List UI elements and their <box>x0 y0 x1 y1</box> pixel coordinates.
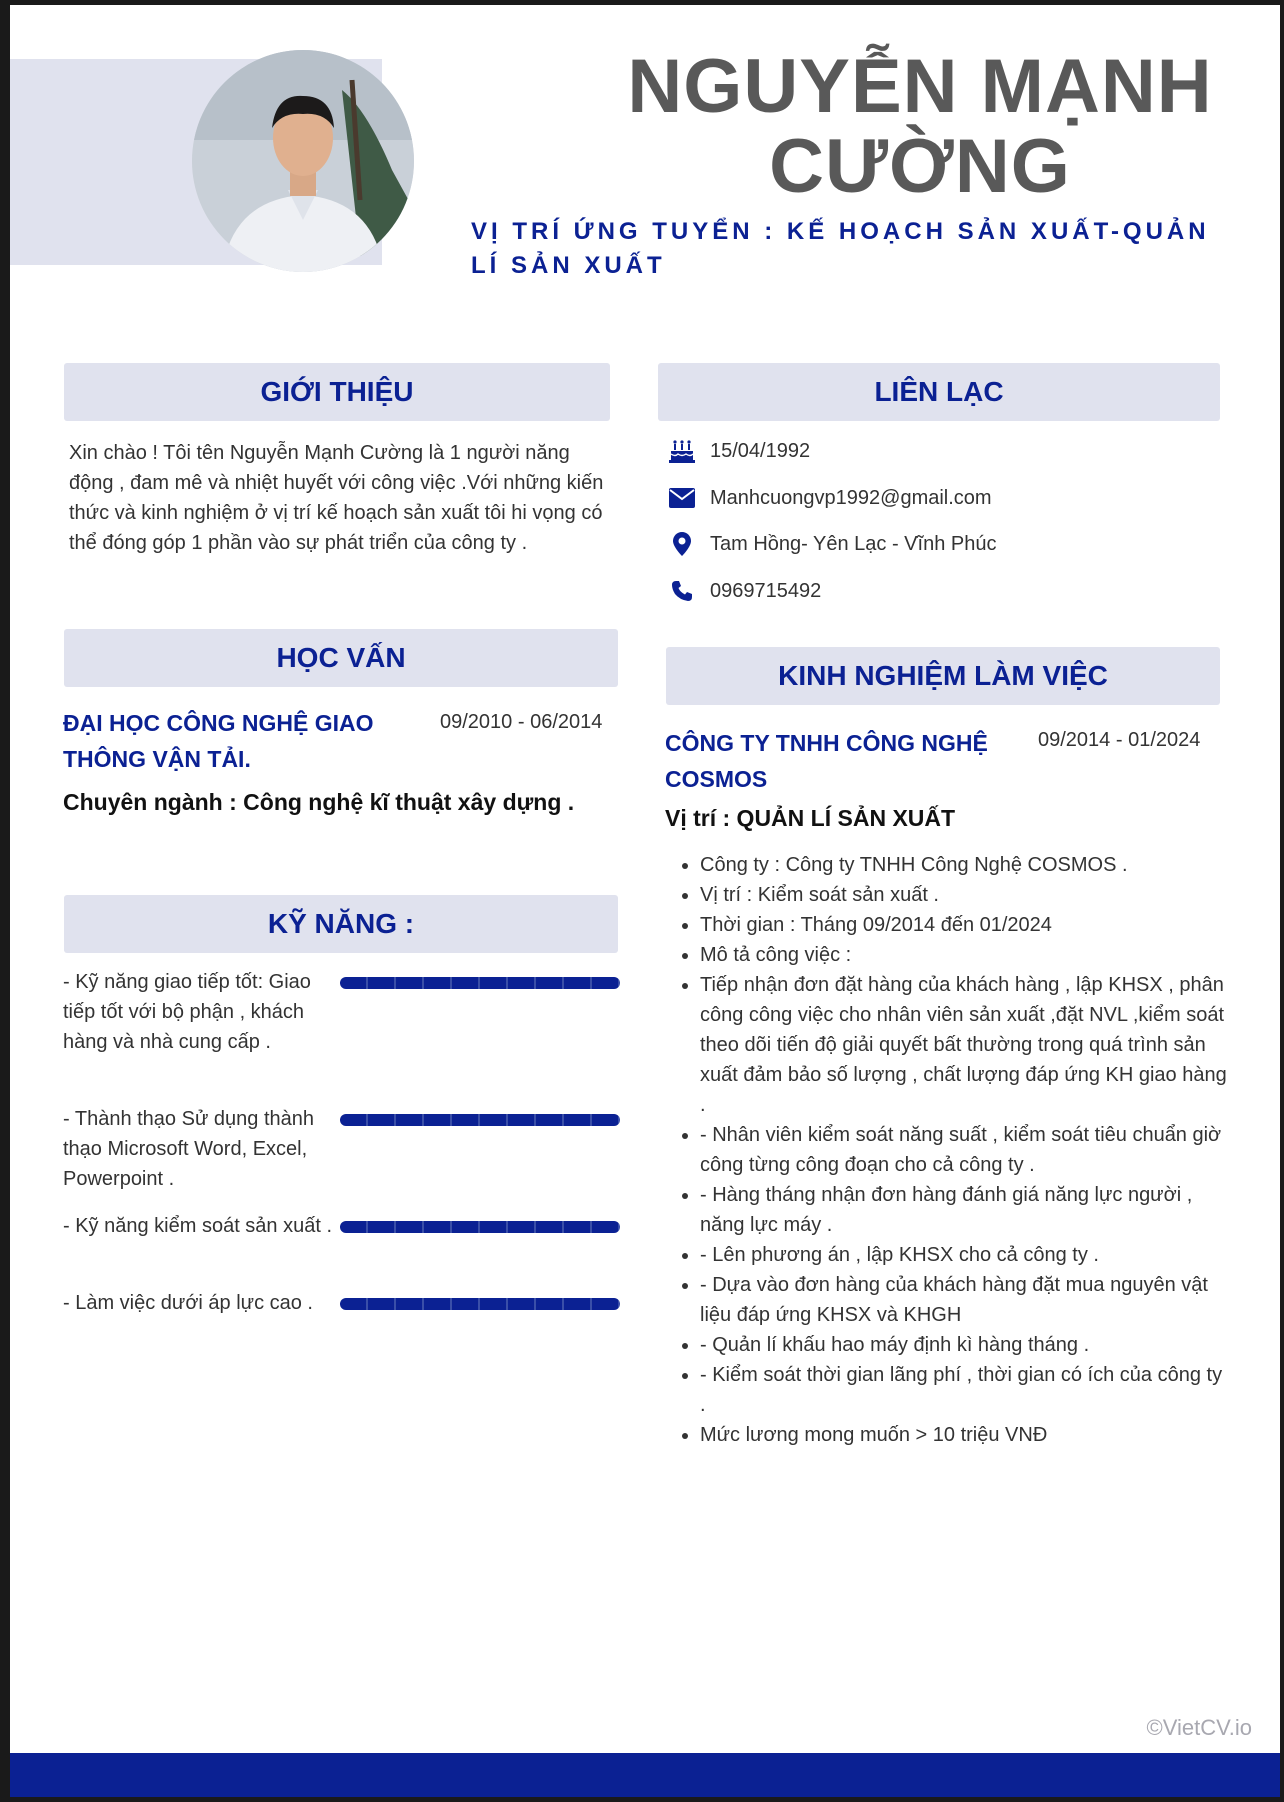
birthday-cake-icon <box>668 437 696 465</box>
intro-text: Xin chào ! Tôi tên Nguyễn Mạnh Cường là 1 người năng động , đam mê và nhiệt huyết với công việc .Với những kiến thức và kinh nghiệm ở vị trí kế hoạch sản xuất tôi hi vọng có thể đóng góp 1 phần vào sự phát triển của công ty . <box>69 442 604 554</box>
contact-address <box>668 530 996 558</box>
skill-item-text: - Kỹ năng giao tiếp tốt: Giao tiếp tốt với bộ phận , khách hàng và nhà cung cấp . <box>63 971 311 1053</box>
experience-company: CÔNG TY TNHH CÔNG NGHỆ COSMOS <box>665 730 988 792</box>
contact-phone <box>668 577 821 605</box>
experience-heading: KINH NGHIỆM LÀM VIỆC <box>666 647 1220 705</box>
list-item: • Công ty : Công ty TNHH Công Nghệ COSMOS . <box>700 850 1230 880</box>
experience-date: 09/2014 - 01/2024 <box>1038 729 1201 751</box>
skill-level-bar <box>340 1114 620 1126</box>
education-school: ĐẠI HỌC CÔNG NGHỆ GIAO THÔNG VẬN TẢI. <box>63 710 374 772</box>
experience-role: Vị trí : QUẢN LÍ SẢN XUẤT <box>665 805 956 831</box>
profile-photo <box>192 50 414 272</box>
list-item: • Mô tả công việc : <box>700 940 1230 970</box>
list-item: • Tiếp nhận đơn đặt hàng của khách hàng , lập KHSX , phân công công việc cho nhân viên sản xuất ,đặt NVL ,kiểm soát theo dõi tiến độ giải quyết bất thường trong quá trình sản xuất đảm bảo số lượng , chất lượng đáp ứng KH giao hàng . <box>700 970 1230 1120</box>
cv-page <box>10 5 1280 1797</box>
education-major: Chuyên ngành : Công nghệ kĩ thuật xây dựng . <box>63 789 575 815</box>
list-item: • - Nhân viên kiểm soát năng suất , kiểm soát tiêu chuẩn giờ công từng công đoạn cho cả công ty . <box>700 1120 1230 1180</box>
list-item: • Vị trí : Kiểm soát sản xuất . <box>700 880 1230 910</box>
candidate-name: NGUYỄN MẠNH CƯỜNG <box>627 44 1213 209</box>
skill-level-bar <box>340 1298 620 1310</box>
list-item: • - Quản lí khấu hao máy định kì hàng tháng . <box>700 1330 1230 1360</box>
experience-bullet-list <box>700 850 1230 1450</box>
location-pin-icon <box>668 530 696 558</box>
intro-heading: GIỚI THIỆU <box>64 363 610 421</box>
list-item: • - Lên phương án , lập KHSX cho cả công ty . <box>700 1240 1230 1270</box>
contact-email <box>668 484 992 512</box>
contact-birthday <box>668 437 810 465</box>
skill-item-text: - Thành thạo Sử dụng thành thạo Microsoft Word, Excel, Powerpoint . <box>63 1108 314 1190</box>
email-icon <box>668 484 696 512</box>
footer-bar <box>10 1753 1280 1797</box>
skill-level-bar <box>340 977 620 989</box>
education-date: 09/2010 - 06/2014 <box>440 711 603 733</box>
email-value[interactable]: Manhcuongvp1992@gmail.com <box>710 486 992 509</box>
phone-icon <box>668 577 696 605</box>
skill-item-text: - Làm việc dưới áp lực cao . <box>63 1292 313 1314</box>
list-item: • Mức lương mong muốn > 10 triệu VNĐ <box>700 1420 1230 1450</box>
address-value: Tam Hồng- Yên Lạc - Vĩnh Phúc <box>710 532 997 555</box>
phone-value[interactable]: 0969715492 <box>710 579 822 602</box>
list-item: • - Dựa vào đơn hàng của khách hàng đặt mua nguyên vật liệu đáp ứng KHSX và KHGH <box>700 1270 1230 1330</box>
skill-item-text: - Kỹ năng kiểm soát sản xuất . <box>63 1215 333 1237</box>
skill-level-bar <box>340 1221 620 1233</box>
list-item: • - Hàng tháng nhận đơn hàng đánh giá năng lực người , năng lực máy . <box>700 1180 1230 1240</box>
skills-heading: KỸ NĂNG : <box>64 895 618 953</box>
education-heading: HỌC VẤN <box>64 629 618 687</box>
contact-heading: LIÊN LẠC <box>658 363 1220 421</box>
list-item: • - Kiểm soát thời gian lãng phí , thời gian có ích của công ty . <box>700 1360 1230 1420</box>
birthday-value: 15/04/1992 <box>710 439 811 462</box>
list-item: • Thời gian : Tháng 09/2014 đến 01/2024 <box>700 910 1230 940</box>
applied-position: VỊ TRÍ ỨNG TUYỂN : KẾ HOẠCH SẢN XUẤT-QUẢN LÍ SẢN XUẤT <box>471 218 1210 279</box>
watermark: ©VietCV.io <box>1146 1715 1252 1740</box>
